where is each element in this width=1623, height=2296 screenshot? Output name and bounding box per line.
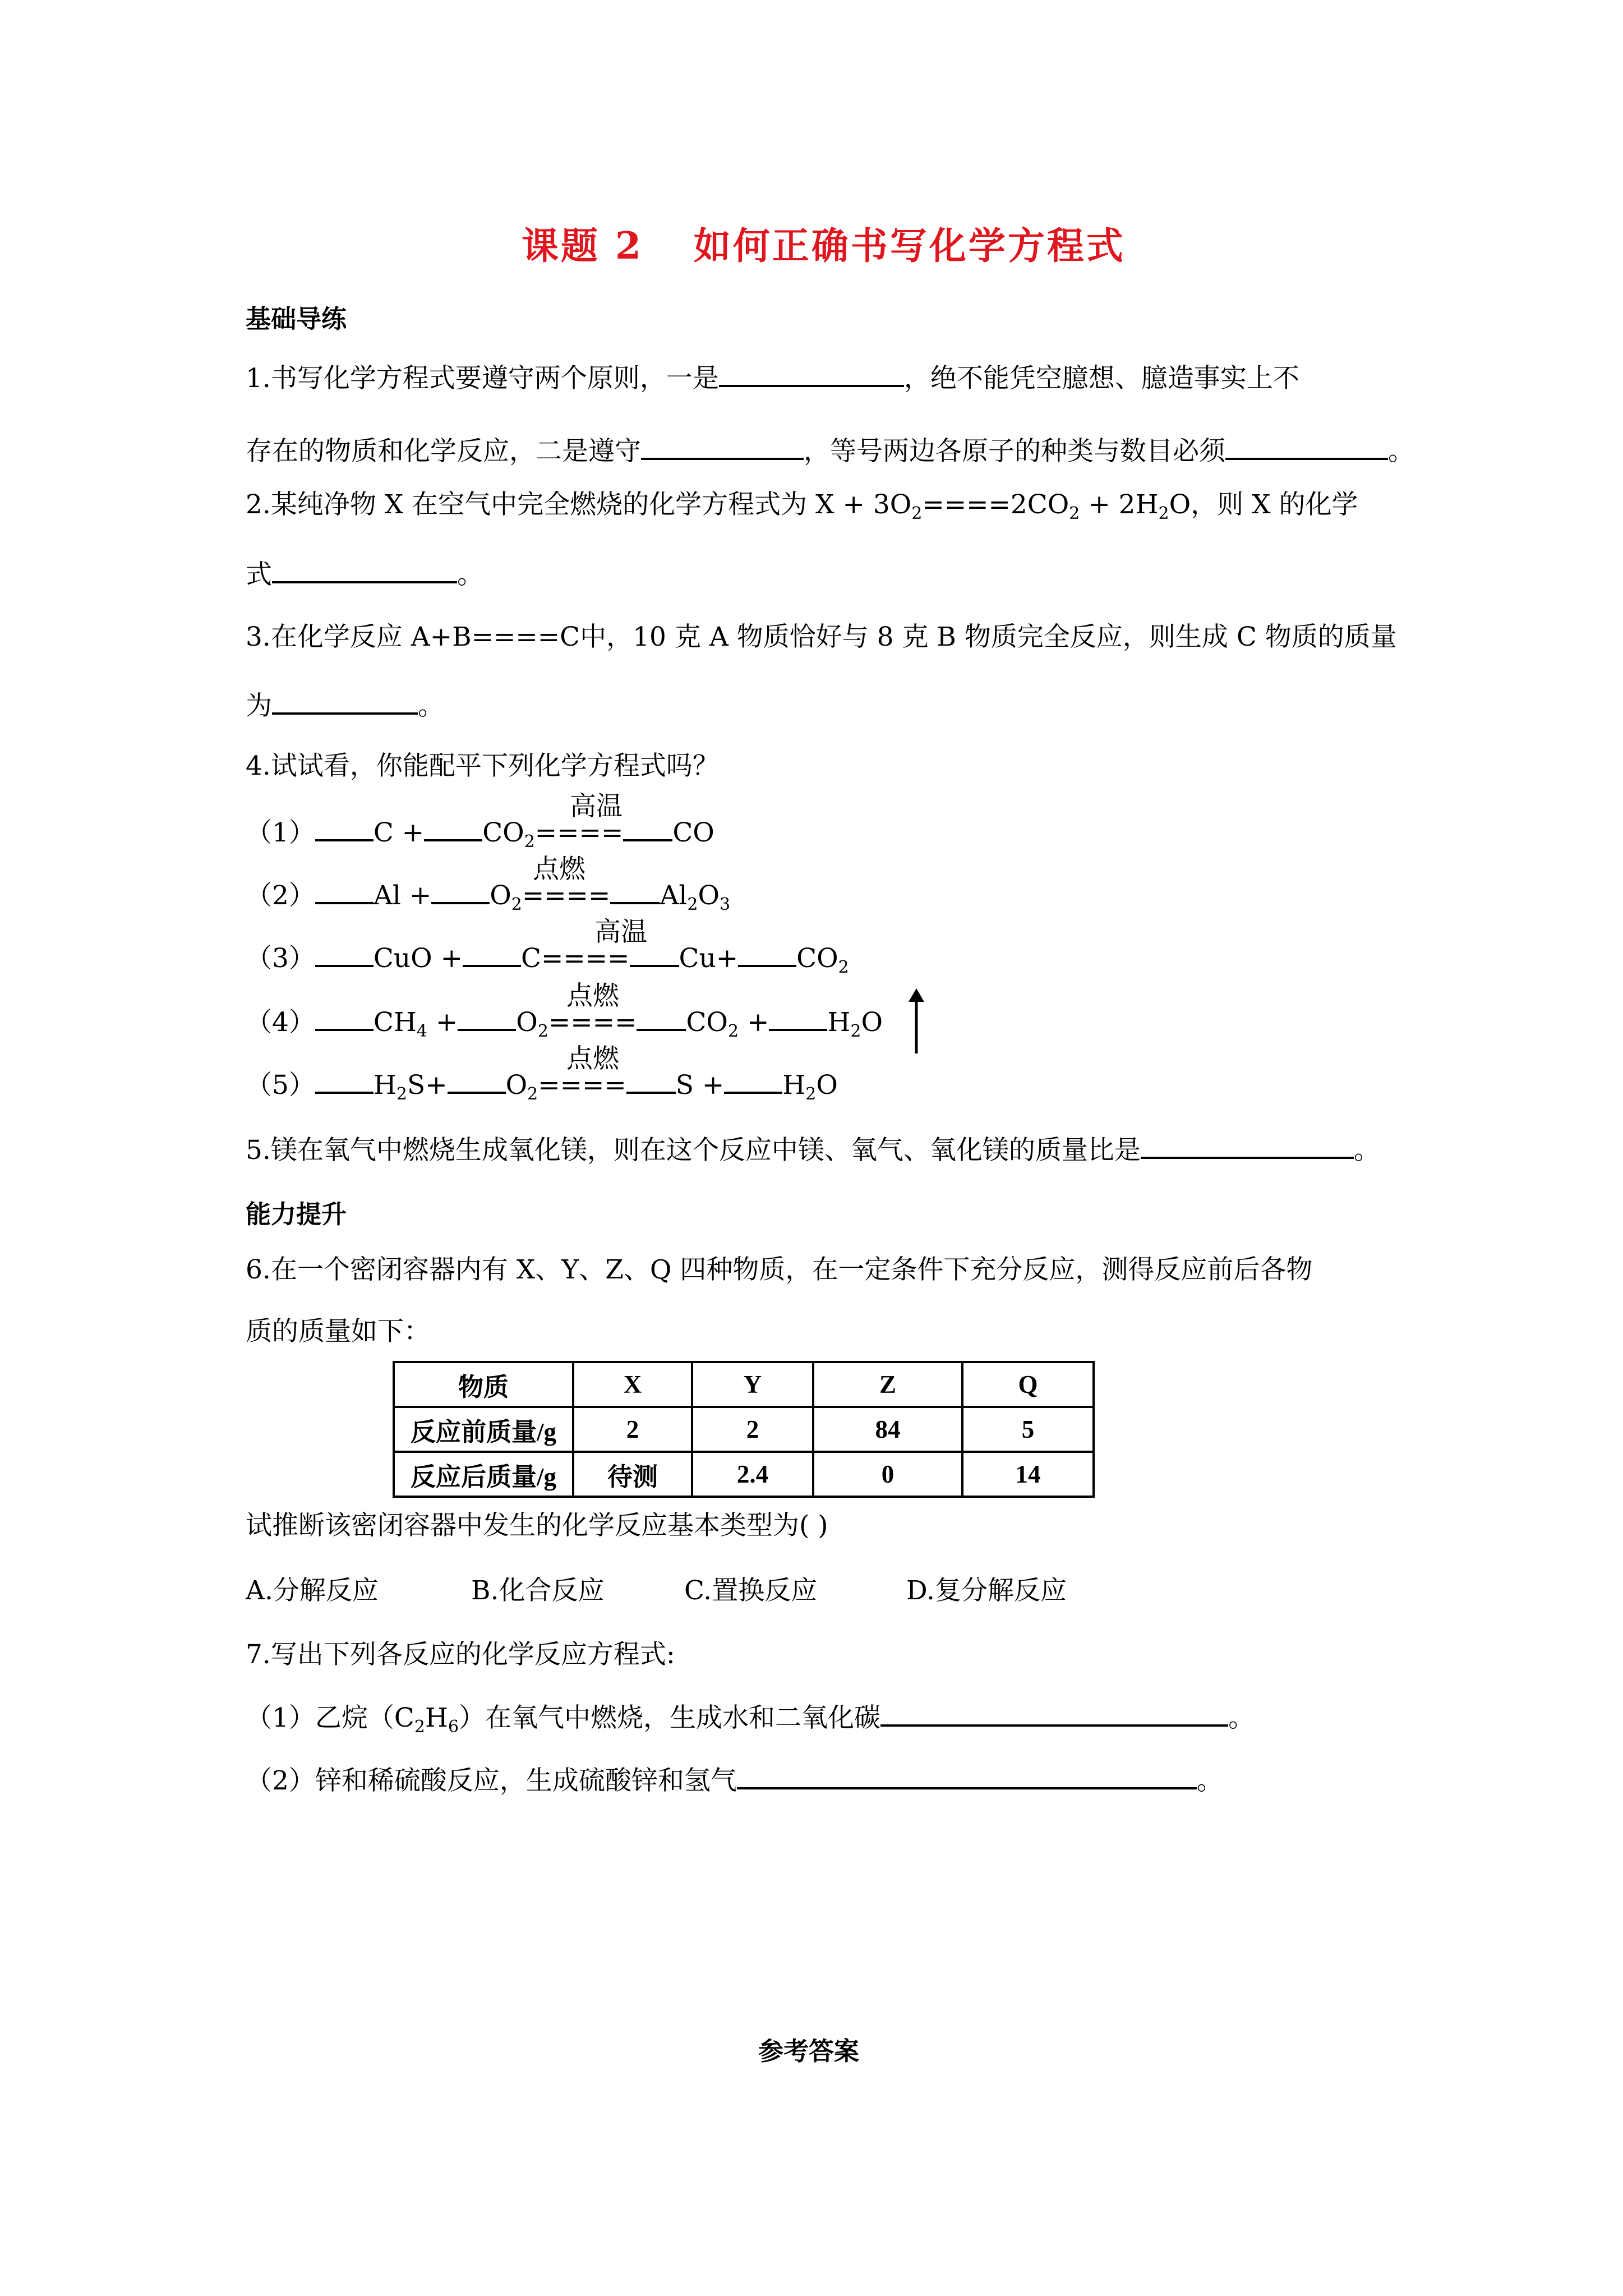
table-header-cell: X (573, 1362, 692, 1407)
answer-blank[interactable] (272, 687, 418, 715)
condition-label: 点燃 (566, 981, 619, 1011)
coefficient-blank[interactable] (458, 1003, 516, 1031)
table-cell: 2.4 (692, 1452, 813, 1497)
table-cell: 14 (962, 1452, 1094, 1497)
coefficient-blank[interactable] (424, 813, 482, 841)
condition-label: 点燃 (533, 854, 585, 885)
table-row (394, 1452, 1094, 1497)
page-title (522, 216, 1126, 269)
coefficient-blank[interactable] (463, 939, 521, 967)
table-cell: 5 (962, 1407, 1094, 1452)
table-header-cell: Y (692, 1362, 813, 1407)
answer-blank[interactable] (737, 1761, 1197, 1789)
table-cell: 反应前质量/g (394, 1407, 573, 1452)
table-cell: 待测 (573, 1452, 692, 1497)
option-b[interactable]: B.化合反应 (471, 1575, 605, 1606)
coefficient-blank[interactable] (448, 1066, 506, 1094)
coefficient-blank[interactable] (724, 1066, 782, 1094)
equation-5: （5） $H_2S+ O_2==== S + H_2O$ (246, 1066, 838, 1111)
answer-blank[interactable] (880, 1699, 1228, 1727)
lesson-topic: 如何正确书写化学方程式 (693, 224, 1126, 268)
coefficient-blank[interactable] (315, 813, 374, 841)
question-7-part-2: （2）锌和稀硫酸反应，生成硫酸锌和氢气 。 (246, 1761, 1223, 1798)
answer-blank[interactable] (1225, 432, 1388, 460)
coefficient-blank[interactable] (626, 1066, 676, 1094)
answer-blank[interactable] (272, 555, 457, 583)
table-row (394, 1407, 1094, 1452)
coefficient-blank[interactable] (738, 939, 796, 967)
table-cell: 反应后质量/g (394, 1452, 573, 1497)
coefficient-blank[interactable] (769, 1003, 827, 1031)
question-6-prompt: 试推断该密闭容器中发生的化学反应基本类型为( ) (246, 1510, 828, 1541)
question-2-line-1: 2.某纯净物 X 在空气中完全燃烧的化学方程式为 $X + 3O_2====2CO_2 + 2H_2O$，则 X 的化学 (246, 489, 1358, 523)
up-arrow-icon (905, 988, 928, 1053)
lesson-number: 课题 2 (522, 224, 643, 268)
equation-1: （1） $C + CO_2====$ CO (246, 813, 714, 859)
answer-blank[interactable] (719, 359, 904, 387)
coefficient-blank[interactable] (315, 1066, 374, 1094)
option-c[interactable]: C.置换反应 (684, 1575, 818, 1606)
question-1-line-2: 存在的物质和化学反应，二是遵守 ，等号两边各原子的种类与数目必须 。 (246, 432, 1414, 468)
condition-label: 高温 (594, 917, 647, 947)
question-3-line-1: 3.在化学反应 A+B====C中，10 克 A 物质恰好与 8 克 B 物质完全反应，则生成 C 物质的质量 (246, 622, 1397, 652)
table-cell: 2 (692, 1407, 813, 1452)
coefficient-blank[interactable] (637, 1003, 686, 1031)
question-6-line-1: 6.在一个密闭容器内有 X、Y、Z、Q 四种物质，在一定条件下充分反应，测得反应前后各物 (246, 1254, 1313, 1285)
coefficient-blank[interactable] (315, 939, 374, 967)
question-1-line-1: 1.书写化学方程式要遵守两个原则，一是 ，绝不能凭空臆想、臆造事实上不 (246, 359, 1299, 395)
answer-blank[interactable] (1141, 1131, 1354, 1159)
equation-4: （4） $CH_4 + O_2==== CO_2 + H_2O$ (246, 1003, 883, 1048)
answer-blank[interactable] (641, 432, 804, 460)
option-d[interactable]: D.复分解反应 (906, 1575, 1067, 1606)
coefficient-blank[interactable] (623, 813, 672, 841)
question-4-intro: 4.试试看，你能配平下列化学方程式吗？ (246, 751, 719, 781)
question-6-line-2: 质的质量如下： (246, 1316, 430, 1347)
section-basic: 基础导练 (246, 304, 347, 334)
table-header-cell: Z (813, 1362, 962, 1407)
table-header-row (394, 1362, 1094, 1407)
equation-3: （3） CuO + $C==== Cu+ CO_2$ (246, 939, 849, 984)
option-a[interactable]: A.分解反应 (246, 1575, 379, 1606)
coefficient-blank[interactable] (610, 876, 660, 904)
section-advanced: 能力提升 (246, 1199, 347, 1229)
mass-table (393, 1361, 1095, 1498)
table-cell: 2 (573, 1407, 692, 1452)
coefficient-blank[interactable] (431, 876, 490, 904)
coefficient-blank[interactable] (315, 876, 374, 904)
table-header-cell: Q (962, 1362, 1094, 1407)
table-header-cell: 物质 (394, 1362, 573, 1407)
question-7-part-1: （1）乙烷$(C_2H_6)$在氧气中燃烧，生成水和二氧化碳 。 (246, 1699, 1255, 1744)
condition-label: 高温 (570, 791, 623, 822)
question-7-intro: 7.写出下列各反应的化学反应方程式: (246, 1639, 675, 1670)
answer-heading: 参考答案 (758, 2036, 860, 2066)
question-3-line-2: 为 。 (246, 687, 444, 723)
question-2-line-2: 式 。 (246, 555, 483, 592)
equation-2: （2） $Al + O_2==== Al_2O_3$ (246, 876, 730, 922)
table-cell: 84 (813, 1407, 962, 1452)
question-5: 5.镁在氧气中燃烧生成氧化镁，则在这个反应中镁、氧气、氧化镁的质量比是 。 (246, 1131, 1380, 1167)
table-cell: 0 (813, 1452, 962, 1497)
condition-label: 点燃 (566, 1043, 619, 1074)
coefficient-blank[interactable] (315, 1003, 374, 1031)
